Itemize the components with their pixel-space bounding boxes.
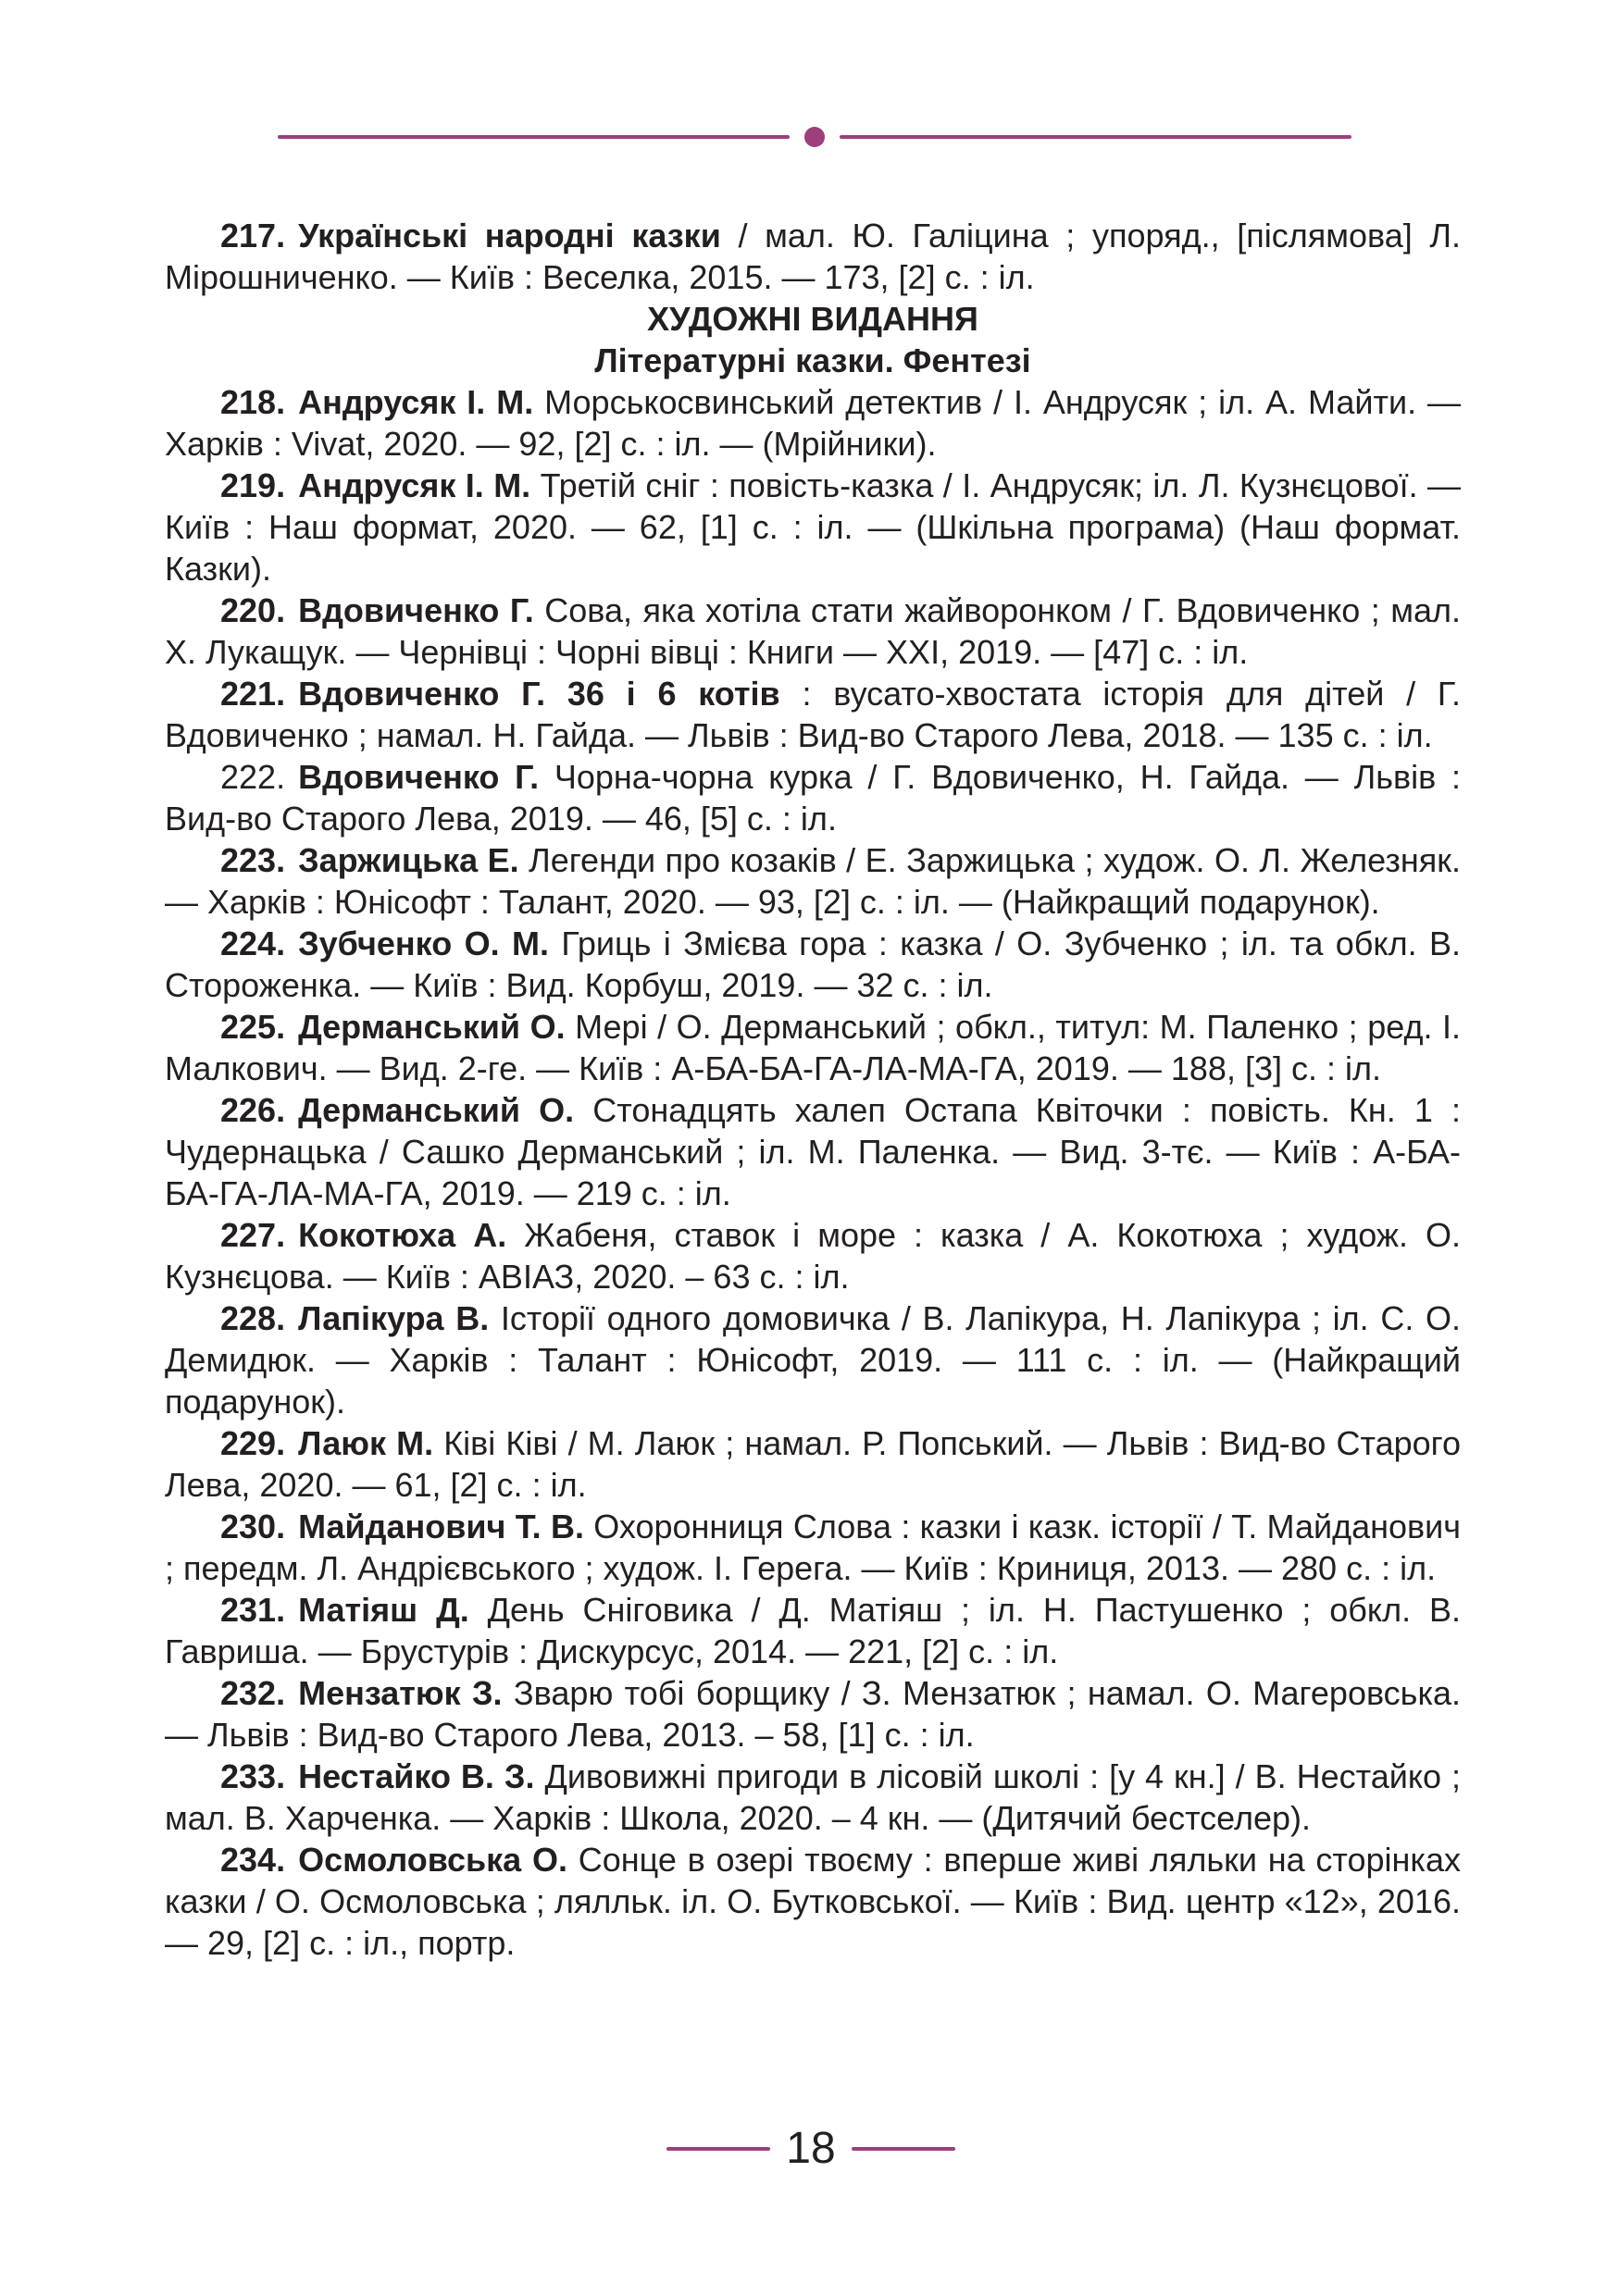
entry-number: 218. (220, 383, 286, 421)
entry-number: 233. (220, 1757, 286, 1795)
entry-number: 230. (220, 1508, 286, 1545)
entry-226 (165, 1089, 1461, 1214)
entry-217 (165, 215, 1461, 298)
entry-228 (165, 1297, 1461, 1422)
entry-number: 227. (220, 1216, 286, 1254)
entry-text: Жабеня, ставок і море : казка / А. Кокотюха ; худож. О. Кузнєцова. — Київ : АВІАЗ, 2020. – 63 с. : іл. (165, 1216, 1462, 1296)
entry-number: 217. (220, 217, 286, 254)
entry-219 (165, 465, 1461, 590)
entry-number: 229. (220, 1424, 286, 1462)
entry-231 (165, 1589, 1461, 1672)
entry-author: Вдовиченко Г. 36 і 6 котів (298, 675, 780, 713)
entry-text: Морськосвинський детектив / І. Андрусяк ; іл. А. Майти. — Харків : Vivat, 2020. — 92, [2] с. : іл. — (Мрійники). (165, 383, 1462, 463)
entry-220 (165, 590, 1461, 673)
subsection-heading: Літературні казки. Фентезі (594, 341, 1031, 379)
footer-line-right (852, 2147, 955, 2151)
entry-text: : вусато-хвостата історія для дітей / Г. Вдовиченко ; намал. Н. Гайда. — Львів : Вид-во Старого Лева, 2018. — 135 с. : іл. (165, 675, 1461, 754)
entry-author: Заржицька Е. (298, 841, 519, 879)
entry-author: Зубченко О. М. (298, 925, 549, 962)
entry-author: Матіяш Д. (298, 1591, 469, 1629)
entry-author: Вдовиченко Г. (298, 591, 534, 629)
entry-author: Андрусяк І. М. (298, 466, 531, 504)
ornament-line-left (278, 135, 790, 139)
section-heading: ХУДОЖНІ ВИДАННЯ (647, 300, 978, 338)
ornament-dot (804, 127, 825, 147)
page-footer (0, 2119, 1619, 2175)
entry-number: 224. (220, 925, 286, 962)
entry-text: Дивовижні пригоди в лісовій школі : [у 4 кн.] / В. Нестайко ; мал. В. Харченка. — Харків : Школа, 2020. – 4 кн. — (Дитячий бестселер). (165, 1757, 1461, 1837)
footer-line-left (666, 2147, 770, 2151)
entry-232 (165, 1672, 1461, 1756)
entry-text: Чорна-чорна курка / Г. Вдовиченко, Н. Гайда. — Львів : Вид-во Старого Лева, 2019. — 46, [5] с. : іл. (165, 758, 1461, 838)
entry-224 (165, 923, 1461, 1006)
entry-author: Кокотюха А. (298, 1216, 507, 1254)
entry-text: Третій сніг : повість-казка / І. Андрусяк; іл. Л. Кузнєцової. — Київ : Наш формат, 2020. — 62, [1] с. : іл. — (Шкільна програма) (Наш формат. Казки). (165, 466, 1461, 588)
entry-author: Осмоловська О. (298, 1841, 567, 1879)
entry-number: 228. (220, 1299, 286, 1337)
entry-number: 231. (220, 1591, 286, 1629)
entry-234 (165, 1839, 1461, 1964)
entry-number: 234. (220, 1841, 286, 1879)
entry-text: Легенди про козаків / Е. Заржицька ; худож. О. Л. Железняк. — Харків : Юнісофт : Талант, 2020. — 93, [2] с. : іл. — (Найкращий подарунок). (165, 841, 1462, 921)
entry-author: Лаюк М. (298, 1424, 434, 1462)
entry-number: 232. (220, 1674, 286, 1712)
ornament-line-right (840, 135, 1351, 139)
entry-230 (165, 1506, 1461, 1589)
entry-number: 221. (220, 675, 286, 713)
entry-author: Дерманський О. (298, 1091, 575, 1129)
entry-text: Сонце в озері твоєму : вперше живі ляльки на сторінках казки / О. Осмоловська ; лялльк. іл. О. Бутковської. — Київ : Вид. центр «12», 2016. — 29, [2] с. : іл., портр. (165, 1841, 1461, 1962)
entry-218 (165, 381, 1461, 465)
entry-text: Історії одного домовичка / В. Лапікура, Н. Лапікура ; іл. С. О. Демидюк. — Харків : Талант : Юнісофт, 2019. — 111 с. : іл. — (Найкращий подарунок). (165, 1299, 1461, 1421)
entry-text: Сова, яка хотіла стати жайворонком / Г. Вдовиченко ; мал. Х. Лукащук. — Чернівці : Чорні вівці : Книги — ХХІ, 2019. — [47] с. : іл. (165, 591, 1461, 671)
entry-text: Ківі Ківі / М. Лаюк ; намал. Р. Попський. — Львів : Вид-во Старого Лева, 2020. — 61, [2] с. : іл. (165, 1424, 1462, 1504)
entry-number: 226. (220, 1091, 286, 1129)
entry-221 (165, 673, 1461, 756)
entry-author: Дерманський О. (298, 1008, 566, 1046)
bibliography-list (165, 215, 1461, 1964)
entry-number: 219. (220, 466, 286, 504)
entry-number: 223. (220, 841, 286, 879)
entry-229 (165, 1422, 1461, 1506)
entry-author: Українські народні казки (298, 217, 721, 254)
entry-text: Гриць і Змієва гора : казка / О. Зубченко ; іл. та обкл. В. Стороженка. — Київ : Вид. Корбуш, 2019. — 32 с. : іл. (165, 925, 1461, 1004)
entry-text: / мал. Ю. Галіцина ; упоряд., [післямова] Л. Мірошниченко. — Київ : Веселка, 2015. — 173, [2] с. : іл. (165, 217, 1461, 296)
page-number: 18 (786, 2124, 836, 2173)
entry-number: 222. (220, 758, 286, 796)
entry-author: Вдовиченко Г. (298, 758, 540, 796)
entry-227 (165, 1214, 1461, 1297)
entry-author: Лапікура В. (298, 1299, 490, 1337)
top-ornament (278, 118, 1351, 155)
entry-text: Охоронниця Слова : казки і казк. історії / Т. Майданович ; передм. Л. Андрієвського ; худож. І. Герега. — Київ : Криниця, 2013. — 280 с. : іл. (165, 1508, 1461, 1587)
entry-223 (165, 839, 1461, 923)
entry-author: Майданович Т. В. (298, 1508, 584, 1545)
entry-text: Стонадцять халеп Остапа Квіточки : повість. Кн. 1 : Чудернацька / Сашко Дерманський ; іл. М. Паленка. — Вид. 3-тє. — Київ : А-БА-БА-ГА-ЛА-МА-ГА, 2019. — 219 с. : іл. (165, 1091, 1462, 1212)
entry-number: 220. (220, 591, 286, 629)
entry-text: День Сніговика / Д. Матіяш ; іл. Н. Пастушенко ; обкл. В. Гавриша. — Брустурів : Дискурсус, 2014. — 221, [2] с. : іл. (165, 1591, 1461, 1670)
entry-222 (165, 756, 1461, 839)
entry-number: 225. (220, 1008, 286, 1046)
entry-author: Мензатюк З. (298, 1674, 503, 1712)
entry-author: Андрусяк І. М. (298, 383, 534, 421)
entry-text: Зварю тобі борщику / З. Мензатюк ; намал. О. Магеровська. — Львів : Вид-во Старого Лева, 2013. – 58, [1] с. : іл. (165, 1674, 1462, 1754)
entry-233 (165, 1756, 1461, 1839)
entry-text: Мері / О. Дерманський ; обкл., титул: М. Паленко ; ред. І. Малкович. — Вид. 2-ге. — Київ : А-БА-БА-ГА-ЛА-МА-ГА, 2019. — 188, [3] с. : іл. (165, 1008, 1461, 1087)
entry-225 (165, 1006, 1461, 1089)
entry-author: Нестайко В. З. (298, 1757, 535, 1795)
